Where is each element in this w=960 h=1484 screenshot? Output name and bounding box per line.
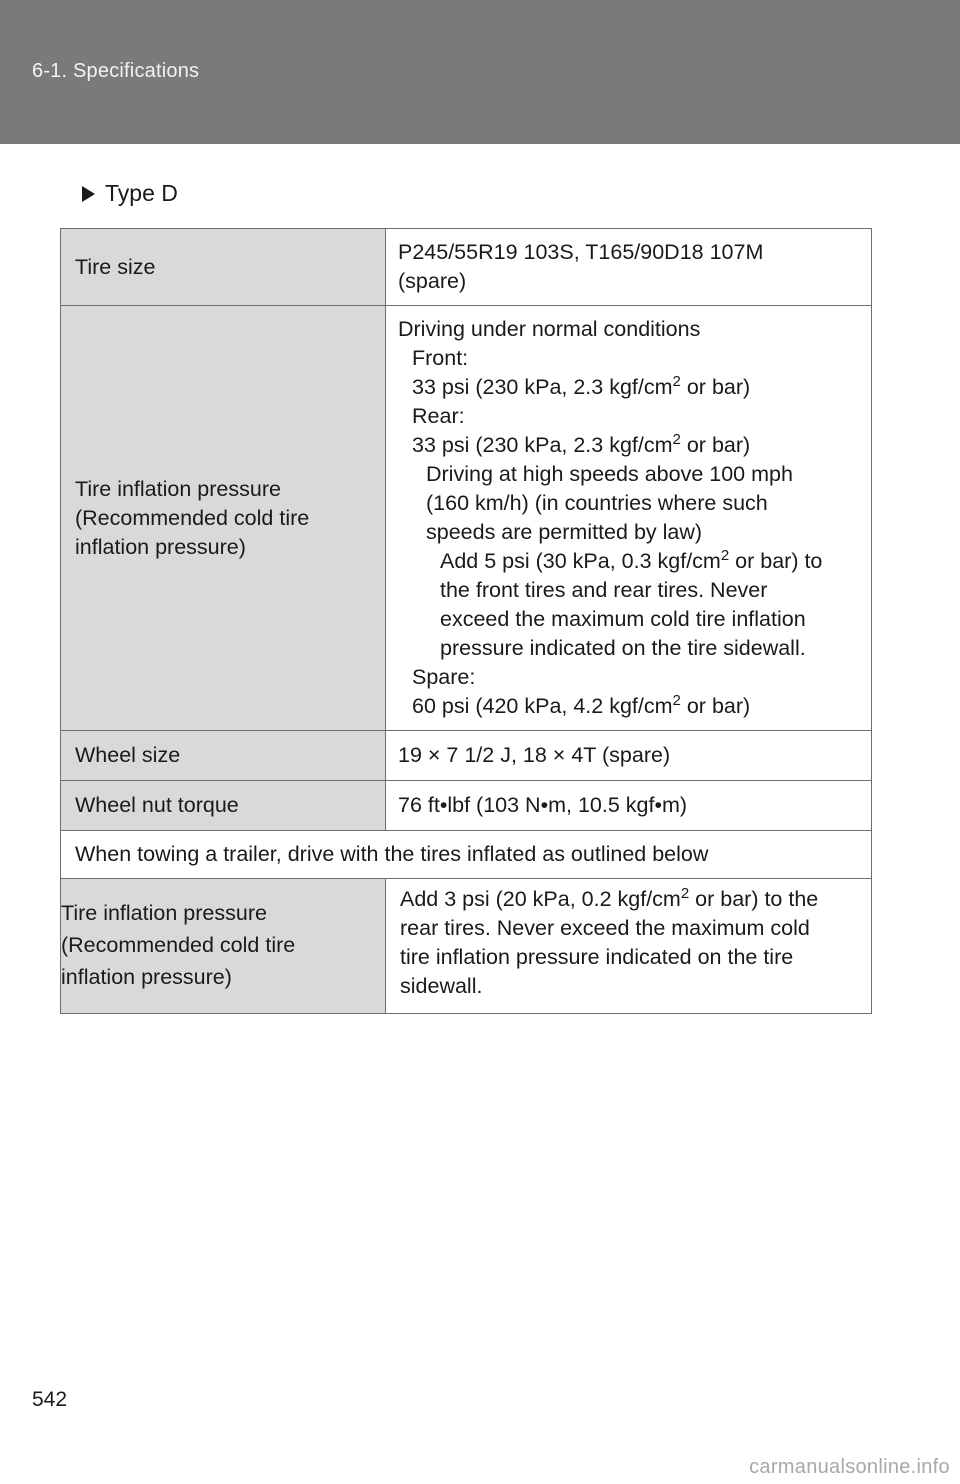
towing-note: When towing a trailer, drive with the tires inflated as outlined below (61, 831, 872, 879)
subheading (82, 180, 178, 207)
spare-value: 60 psi (420 kPa, 4.2 kgf/$cm^2$ or bar) (412, 691, 751, 718)
wheel-nut-label: Wheel nut torque (61, 781, 386, 831)
tire-size-line: (spare) (398, 269, 467, 293)
inflation-pressure-label (61, 306, 386, 731)
rear-label: Rear: (412, 404, 465, 428)
trailer-line: sidewall. (400, 974, 483, 998)
page-number: 542 (32, 1388, 68, 1411)
rear-value: 33 psi (230 kPa, 2.3 kgf/$cm^2$ or bar) (412, 430, 751, 457)
arrow-right-icon (82, 186, 95, 202)
label-line: (Recommended cold tire (75, 505, 310, 530)
row-inflation-pressure (61, 306, 872, 731)
inflation-pressure-value (386, 306, 872, 731)
label-line: Tire inflation pressure (61, 901, 267, 925)
wheel-size-label: Wheel size (61, 731, 386, 781)
tire-size-label: Tire size (61, 229, 386, 306)
label-line: Tire inflation pressure (75, 476, 281, 501)
wheel-nut-value: 76 ft•lbf (103 N•m, 10.5 kgf•m) (386, 781, 872, 831)
high-speed-line: speeds are permitted by law) (426, 520, 703, 544)
row-towing-note (61, 831, 872, 879)
trailer-line: Add 3 psi (20 kPa, 0.2 kgf/$cm^2$ or bar) to the (400, 884, 819, 911)
trailer-line: tire inflation pressure indicated on the tire (400, 945, 794, 969)
add-pressure-line: exceed the maximum cold tire inflation (440, 607, 806, 631)
add-pressure-line: pressure indicated on the tire sidewall. (440, 636, 806, 660)
normal-conditions: Driving under normal conditions (398, 317, 701, 341)
high-speed-line: Driving at high speeds above 100 mph (426, 462, 793, 486)
row-wheel-size (61, 731, 872, 781)
spare-label: Spare: (412, 665, 476, 689)
watermark: carmanualsonline.info (749, 1456, 950, 1478)
row-wheel-nut-torque (61, 781, 872, 831)
front-label: Front: (412, 346, 469, 370)
trailer-pressure-value (386, 879, 872, 1014)
wheel-size-value: 19 × 7 1/2 J, 18 × 4T (spare) (386, 731, 872, 781)
trailer-line: rear tires. Never exceed the maximum cold (400, 916, 810, 940)
add-pressure-line: the front tires and rear tires. Never (440, 578, 768, 602)
label-line: inflation pressure) (75, 534, 246, 559)
tire-size-value (386, 229, 872, 306)
header-band (0, 0, 960, 144)
label-line: inflation pressure) (61, 965, 232, 989)
tire-size-line: P245/55R19 103S, T165/90D18 107M (398, 240, 764, 264)
front-value: 33 psi (230 kPa, 2.3 kgf/$cm^2$ or bar) (412, 372, 751, 399)
add-pressure-line: Add 5 psi (30 kPa, 0.3 kgf/$cm^2$ or bar) to (440, 546, 823, 573)
row-tire-size (61, 229, 872, 306)
subheading-text: Type D (105, 180, 178, 206)
high-speed-line: (160 km/h) (in countries where such (426, 491, 768, 515)
spec-table (60, 228, 872, 1014)
trailer-pressure-label (61, 879, 386, 1014)
section-label: 6-1. Specifications (32, 60, 200, 82)
label-line: (Recommended cold tire (61, 933, 296, 957)
row-trailer-pressure (61, 879, 872, 1014)
